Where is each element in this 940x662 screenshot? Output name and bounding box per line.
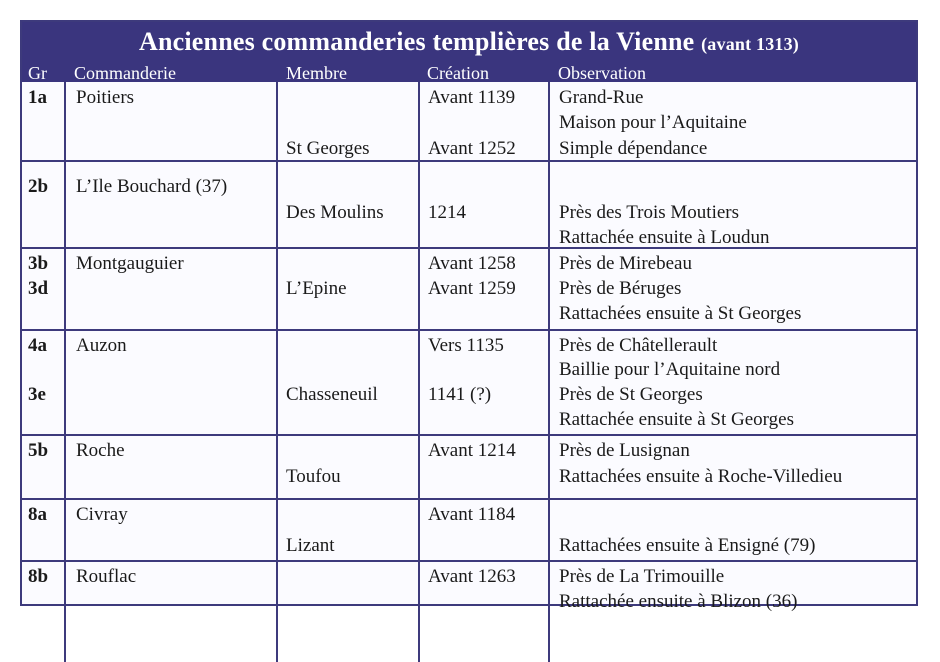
column-header-creation: Création bbox=[427, 63, 489, 83]
column-divider bbox=[418, 500, 420, 560]
column-divider bbox=[64, 500, 66, 560]
table-row bbox=[22, 162, 916, 249]
cell-creation: 1141 (?) bbox=[428, 384, 492, 405]
cell-gr: 3e bbox=[28, 384, 46, 405]
cell-creation: Avant 1252 bbox=[428, 138, 516, 159]
cell-membre: St Georges bbox=[286, 138, 370, 159]
cell-observation: Près de Béruges bbox=[559, 278, 682, 299]
column-header-membre: Membre bbox=[286, 63, 347, 83]
column-divider bbox=[418, 436, 420, 498]
table-row bbox=[22, 331, 916, 436]
cell-observation: Rattachées ensuite à Ensigné (79) bbox=[559, 535, 816, 556]
column-divider bbox=[276, 162, 278, 247]
column-divider bbox=[418, 249, 420, 329]
cell-gr: 1a bbox=[28, 87, 47, 108]
cell-gr: 2b bbox=[28, 176, 49, 197]
column-header-gr: Gr bbox=[28, 63, 47, 83]
column-divider bbox=[64, 331, 66, 434]
cell-creation: Avant 1259 bbox=[428, 278, 516, 299]
column-divider bbox=[276, 500, 278, 560]
column-divider bbox=[276, 249, 278, 329]
table-row bbox=[22, 436, 916, 500]
cell-observation: Près de La Trimouille bbox=[559, 566, 725, 587]
column-divider bbox=[548, 249, 550, 329]
cell-observation: Près de Mirebeau bbox=[559, 253, 692, 274]
cell-creation: Avant 1184 bbox=[428, 504, 516, 525]
table-body bbox=[22, 82, 916, 612]
table-header-band bbox=[22, 22, 916, 82]
column-divider bbox=[64, 562, 66, 662]
cell-observation: Rattachées ensuite à St Georges bbox=[559, 303, 802, 324]
cell-observation: Baillie pour l’Aquitaine nord bbox=[559, 359, 781, 380]
cell-gr: 3b bbox=[28, 253, 49, 274]
cell-creation: Avant 1258 bbox=[428, 253, 516, 274]
cell-observation: Près de Châtellerault bbox=[559, 335, 718, 356]
column-divider bbox=[276, 82, 278, 160]
column-divider bbox=[418, 82, 420, 160]
column-divider bbox=[64, 249, 66, 329]
title-subtitle: (avant 1313) bbox=[701, 34, 799, 54]
cell-observation: Simple dépendance bbox=[559, 138, 708, 159]
cell-observation: Près de Lusignan bbox=[559, 440, 690, 461]
column-divider bbox=[418, 331, 420, 434]
cell-membre: Toufou bbox=[286, 466, 341, 487]
cell-gr: 8b bbox=[28, 566, 49, 587]
title-main: Anciennes commanderies templières de la Vienne bbox=[139, 27, 695, 56]
cell-membre: Chasseneuil bbox=[286, 384, 378, 405]
cell-membre: L’Epine bbox=[286, 278, 347, 299]
table-row bbox=[22, 500, 916, 562]
cell-commanderie: Auzon bbox=[76, 335, 127, 356]
column-divider bbox=[548, 162, 550, 247]
cell-observation: Grand-Rue bbox=[559, 87, 644, 108]
cell-creation: Avant 1139 bbox=[428, 87, 516, 108]
cell-gr: 4a bbox=[28, 335, 47, 356]
cell-commanderie: L’Ile Bouchard (37) bbox=[76, 176, 228, 197]
cell-commanderie: Poitiers bbox=[76, 87, 135, 108]
table-title bbox=[22, 27, 916, 57]
cell-gr: 5b bbox=[28, 440, 49, 461]
cell-observation: Maison pour l’Aquitaine bbox=[559, 112, 747, 133]
column-divider bbox=[64, 436, 66, 498]
cell-commanderie: Montgauguier bbox=[76, 253, 184, 274]
column-divider bbox=[548, 562, 550, 662]
cell-creation: Avant 1263 bbox=[428, 566, 516, 587]
column-divider bbox=[64, 162, 66, 247]
table-row bbox=[22, 562, 916, 662]
cell-observation: Près de St Georges bbox=[559, 384, 703, 405]
cell-gr: 3d bbox=[28, 278, 49, 299]
column-header-observation: Observation bbox=[558, 63, 646, 83]
cell-commanderie: Rouflac bbox=[76, 566, 137, 587]
column-divider bbox=[418, 562, 420, 662]
column-divider bbox=[548, 331, 550, 434]
column-divider bbox=[548, 500, 550, 560]
column-divider bbox=[418, 162, 420, 247]
cell-observation: Rattachée ensuite à Loudun bbox=[559, 227, 770, 248]
column-divider bbox=[276, 331, 278, 434]
cell-observation: Près des Trois Moutiers bbox=[559, 202, 739, 223]
cell-observation: Rattachée ensuite à St Georges bbox=[559, 409, 794, 430]
cell-creation: 1214 bbox=[428, 202, 466, 223]
cell-membre: Lizant bbox=[286, 535, 335, 556]
cell-creation: Avant 1214 bbox=[428, 440, 516, 461]
column-divider bbox=[548, 82, 550, 160]
cell-creation: Vers 1135 bbox=[428, 335, 504, 356]
cell-gr: 8a bbox=[28, 504, 47, 525]
cell-observation: Rattachée ensuite à Blizon (36) bbox=[559, 591, 798, 612]
column-divider bbox=[548, 436, 550, 498]
commanderies-table bbox=[20, 20, 918, 612]
cell-observation: Rattachées ensuite à Roche-Villedieu bbox=[559, 466, 843, 487]
column-divider bbox=[276, 436, 278, 498]
cell-membre: Des Moulins bbox=[286, 202, 384, 223]
column-divider bbox=[276, 562, 278, 662]
table-row bbox=[22, 82, 916, 162]
column-header-commanderie: Commanderie bbox=[74, 63, 176, 83]
column-divider bbox=[64, 82, 66, 160]
cell-commanderie: Civray bbox=[76, 504, 128, 525]
table-row bbox=[22, 249, 916, 331]
cell-commanderie: Roche bbox=[76, 440, 125, 461]
